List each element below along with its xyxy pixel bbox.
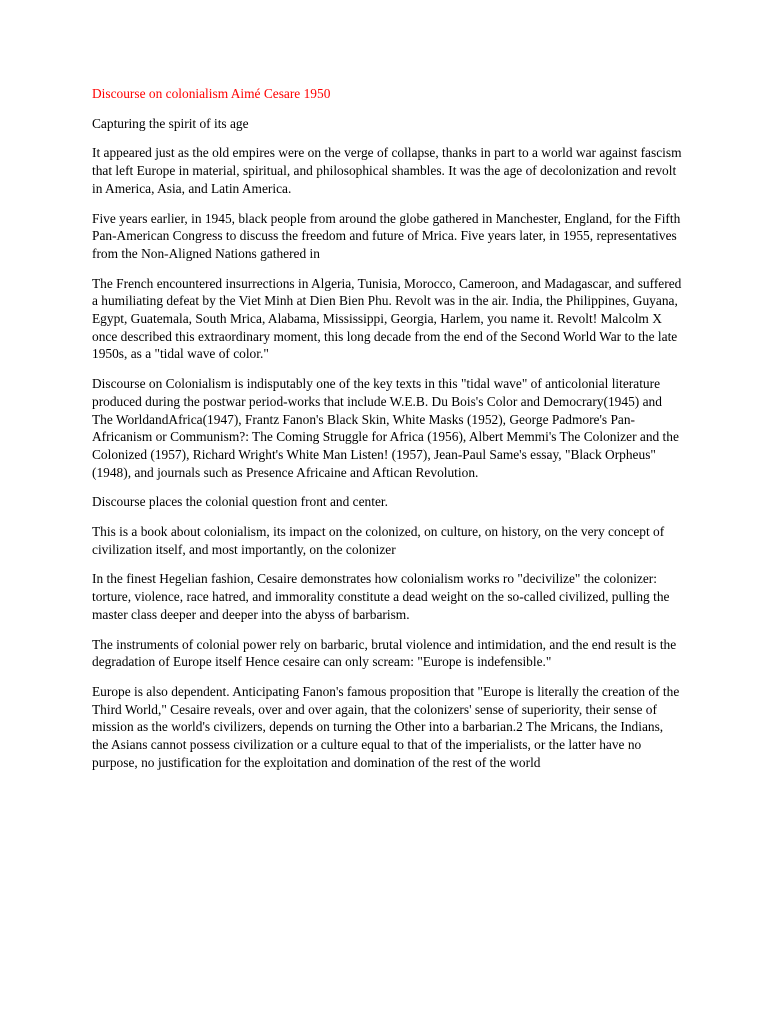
paragraph-pan-congress: Five years earlier, in 1945, black people from around the globe gathered in Manchester, England, for the Fifth Pan-American Congress to discuss the freedom and future of Mrica. Five years later, in 1955, representatives from the Non-Aligned Nations gathered in: [92, 210, 681, 261]
document-title: Discourse on colonialism Aimé Cesare 1950: [92, 86, 331, 101]
paragraph-anticolonial-literature: Discourse on Colonialism is indisputably one of the key texts in this "tidal wave" of anticolonial literature produced during the postwar period-works that include W.E.B. Du Bois's Color and Democrary(1945) and The WorldandAfrica(1947), Frantz Fanon's Black Skin, White Masks (1952), George Padmore's Pan-Africanism or Communism?: The Coming Struggle for Africa (1956), Albert Memmi's The Colonizer and the Colonized (1957), Richard Wright's White Man Listen! (1957), Jean-Paul Same's essay, "Black Orpheus" (1948), and journals such as Presence Africaine and Aftican Revolution.: [92, 376, 679, 480]
document-page: [92, 85, 682, 784]
paragraph-decivilize: In the finest Hegelian fashion, Cesaire demonstrates how colonialism works ro "decivilize" the colonizer: torture, violence, race hatred, and immorality constitute a dead weight on the so-called civilized, pulling the master class deeper and deeper into the abyss of barbarism.: [92, 571, 670, 622]
paragraph-decolonization: It appeared just as the old empires were on the verge of collapse, thanks in part to a world war against fascism that left Europe in material, spiritual, and philosophical shambles. It was the age of decolonization and revolt in America, Asia, and Latin America.: [92, 145, 682, 196]
document-subtitle: Capturing the spirit of its age: [92, 115, 249, 131]
paragraph-europe-dependent: Europe is also dependent. Anticipating Fanon's famous proposition that "Europe is literally the creation of the Third World," Cesaire reveals, over and over again, that the colonizers' sense of superiority, their sense of mission as the world's civilizers, depends on turning the Other into a barbarian.2 The Mricans, the Indians, the Asians cannot possess civilization or a culture equal to that of the imperialists, or the latter have no purpose, no justification for the exploitation and domination of the rest of the world: [92, 683, 680, 770]
paragraph-insurrections: The French encountered insurrections in Algeria, Tunisia, Morocco, Cameroon, and Madagascar, and suffered a humiliating defeat by the Viet Minh at Dien Bien Phu. Revolt was in the air. India, the Philippines, Guyana, Egypt, Guatemala, South Mrica, Alabama, Mississippi, Georgia, Harlem, you name it. Revolt! Malcolm X once described this extraordinary moment, this long decade from the end of the Second World War to the late 1950s, as a "tidal wave of color.": [92, 275, 682, 362]
paragraph-book-about-colonialism: This is a book about colonialism, its impact on the colonized, on culture, on history, on the very concept of civilization itself, and most importantly, on the colonizer: [92, 524, 665, 557]
paragraph-instruments-of-power: The instruments of colonial power rely on barbaric, brutal violence and intimidation, and the end result is the degradation of Europe itself Hence cesaire can only scream: "Europe is indefensible.": [92, 636, 677, 670]
paragraph-colonial-question: Discourse places the colonial question front and center.: [92, 494, 388, 510]
